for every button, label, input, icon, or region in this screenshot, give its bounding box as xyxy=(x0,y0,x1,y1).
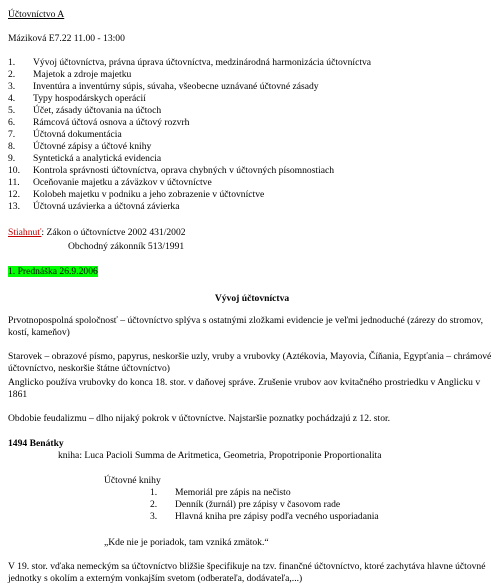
paragraph-england: Anglicko používa vrubovky do konca 18. stor. v daňovej správe. Zrušenie vrubov aov kvitačného prostriedku v Anglicku v 1861 xyxy=(8,377,481,400)
law-accounting: : Zákon o účtovníctve 2002 431/2002 xyxy=(41,227,186,238)
list-item-number: 8. xyxy=(8,141,16,152)
list-item-number: 2. xyxy=(150,499,158,510)
paragraph-antiquity: Starovek – obrazové písmo, papyrus, neskoršie uzly, vruby a vrubovky (Aztékovia, Mayovia, Číňania, Egypťania – chrámové účtovníctvo, neskoršie štátne účtovníctvo) xyxy=(8,351,492,374)
list-item-number: 3. xyxy=(8,81,16,92)
paragraph-primitive: Prvotnopospolná spoločnosť – účtovníctvo splýva s ostatnými zložkami evidencie je veľmi jednoduché (zárezy do stromov, kostí, kameňov) xyxy=(8,315,483,338)
laws-line xyxy=(8,227,186,239)
law-commercial: Obchodný zákonník 513/1991 xyxy=(68,241,185,252)
book-reference: kniha: Luca Pacioli Summa de Aritmetica, Geometria, Propotriponie Proportionalita xyxy=(58,450,382,461)
list-item: Vývoj účtovníctva, právna úprava účtovníctva, medzinárodná harmonizácia účtovníctva xyxy=(33,57,372,68)
list-item-number: 6. xyxy=(8,117,16,128)
list-item: Kontrola správnosti účtovníctva, oprava chybných v účtovných písomnostiach xyxy=(33,165,335,176)
list-item: Syntetická a analytická evidencia xyxy=(33,153,162,164)
lecture-label-line xyxy=(8,266,98,278)
list-item: Typy hospodárskych operácií xyxy=(33,93,146,104)
list-item-number: 5. xyxy=(8,105,16,116)
download-link[interactable]: Stiahnuť xyxy=(8,227,42,238)
list-item: Oceňovanie majetku a záväzkov v účtovníctve xyxy=(33,177,212,188)
course-schedule: Máziková E7.22 11.00 - 13:00 xyxy=(8,33,125,44)
list-item: Kolobeh majetku v podniku a jeho zobrazenie v účtovníctve xyxy=(33,189,265,200)
list-item: Memoriál pre zápis na nečisto xyxy=(175,487,291,498)
list-item-number: 3. xyxy=(150,511,158,522)
list-item-number: 1. xyxy=(150,487,158,498)
paragraph-19th-century: V 19. stor. vďaka nemeckým sa účtovníctvo bližšie špecifikuje na tzv. finančné účtovníctvo, ktoré zachytáva hlavne účtovné jednotky s okolím a externým vonkajším svetom (odberateľa, dodávateľa,...) xyxy=(8,561,486,584)
list-item: Účtovná dokumentácia xyxy=(33,129,122,140)
lecture-label: 1. Prednáška 26.9.2006 xyxy=(8,266,98,277)
list-item-number: 13. xyxy=(8,201,20,212)
course-title: Účtovníctvo A xyxy=(8,9,65,20)
list-item-number: 4. xyxy=(8,93,16,104)
list-item: Účtovná uzávierka a účtovná závierka xyxy=(33,201,180,212)
list-item-number: 9. xyxy=(8,153,16,164)
list-item-number: 12. xyxy=(8,189,20,200)
list-item: Denník (žurnál) pre zápisy v časovom rade xyxy=(175,499,341,510)
list-item-number: 11. xyxy=(8,177,20,188)
section-heading: Vývoj účtovníctva xyxy=(214,293,290,304)
quote: „Kde nie je poriadok, tam vzniká zmätok.“ xyxy=(104,537,269,548)
list-item: Rámcová účtová osnova a účtový rozvrh xyxy=(33,117,190,128)
list-item: Majetok a zdroje majetku xyxy=(33,69,132,80)
list-item: Hlavná kniha pre zápisy podľa vecného usporiadania xyxy=(175,511,379,522)
list-item: Účet, zásady účtovania na účtoch xyxy=(33,105,162,116)
paragraph-feudalism: Obdobie feudalizmu – dlho nijaký pokrok v účtovníctve. Najstaršie poznatky pochádzajú z 12. stor. xyxy=(8,413,391,424)
list-item-number: 7. xyxy=(8,129,16,140)
list-item-number: 2. xyxy=(8,69,16,80)
list-item-number: 1. xyxy=(8,57,16,68)
list-item: Inventúra a inventúrny súpis, súvaha, všeobecne uznávané účtovné zásady xyxy=(33,81,319,92)
list-item: Účtovné zápisy a účtové knihy xyxy=(33,141,152,152)
books-title: Účtovné knihy xyxy=(104,475,161,486)
year-heading: 1494 Benátky xyxy=(8,438,64,449)
list-item-number: 10. xyxy=(8,165,20,176)
